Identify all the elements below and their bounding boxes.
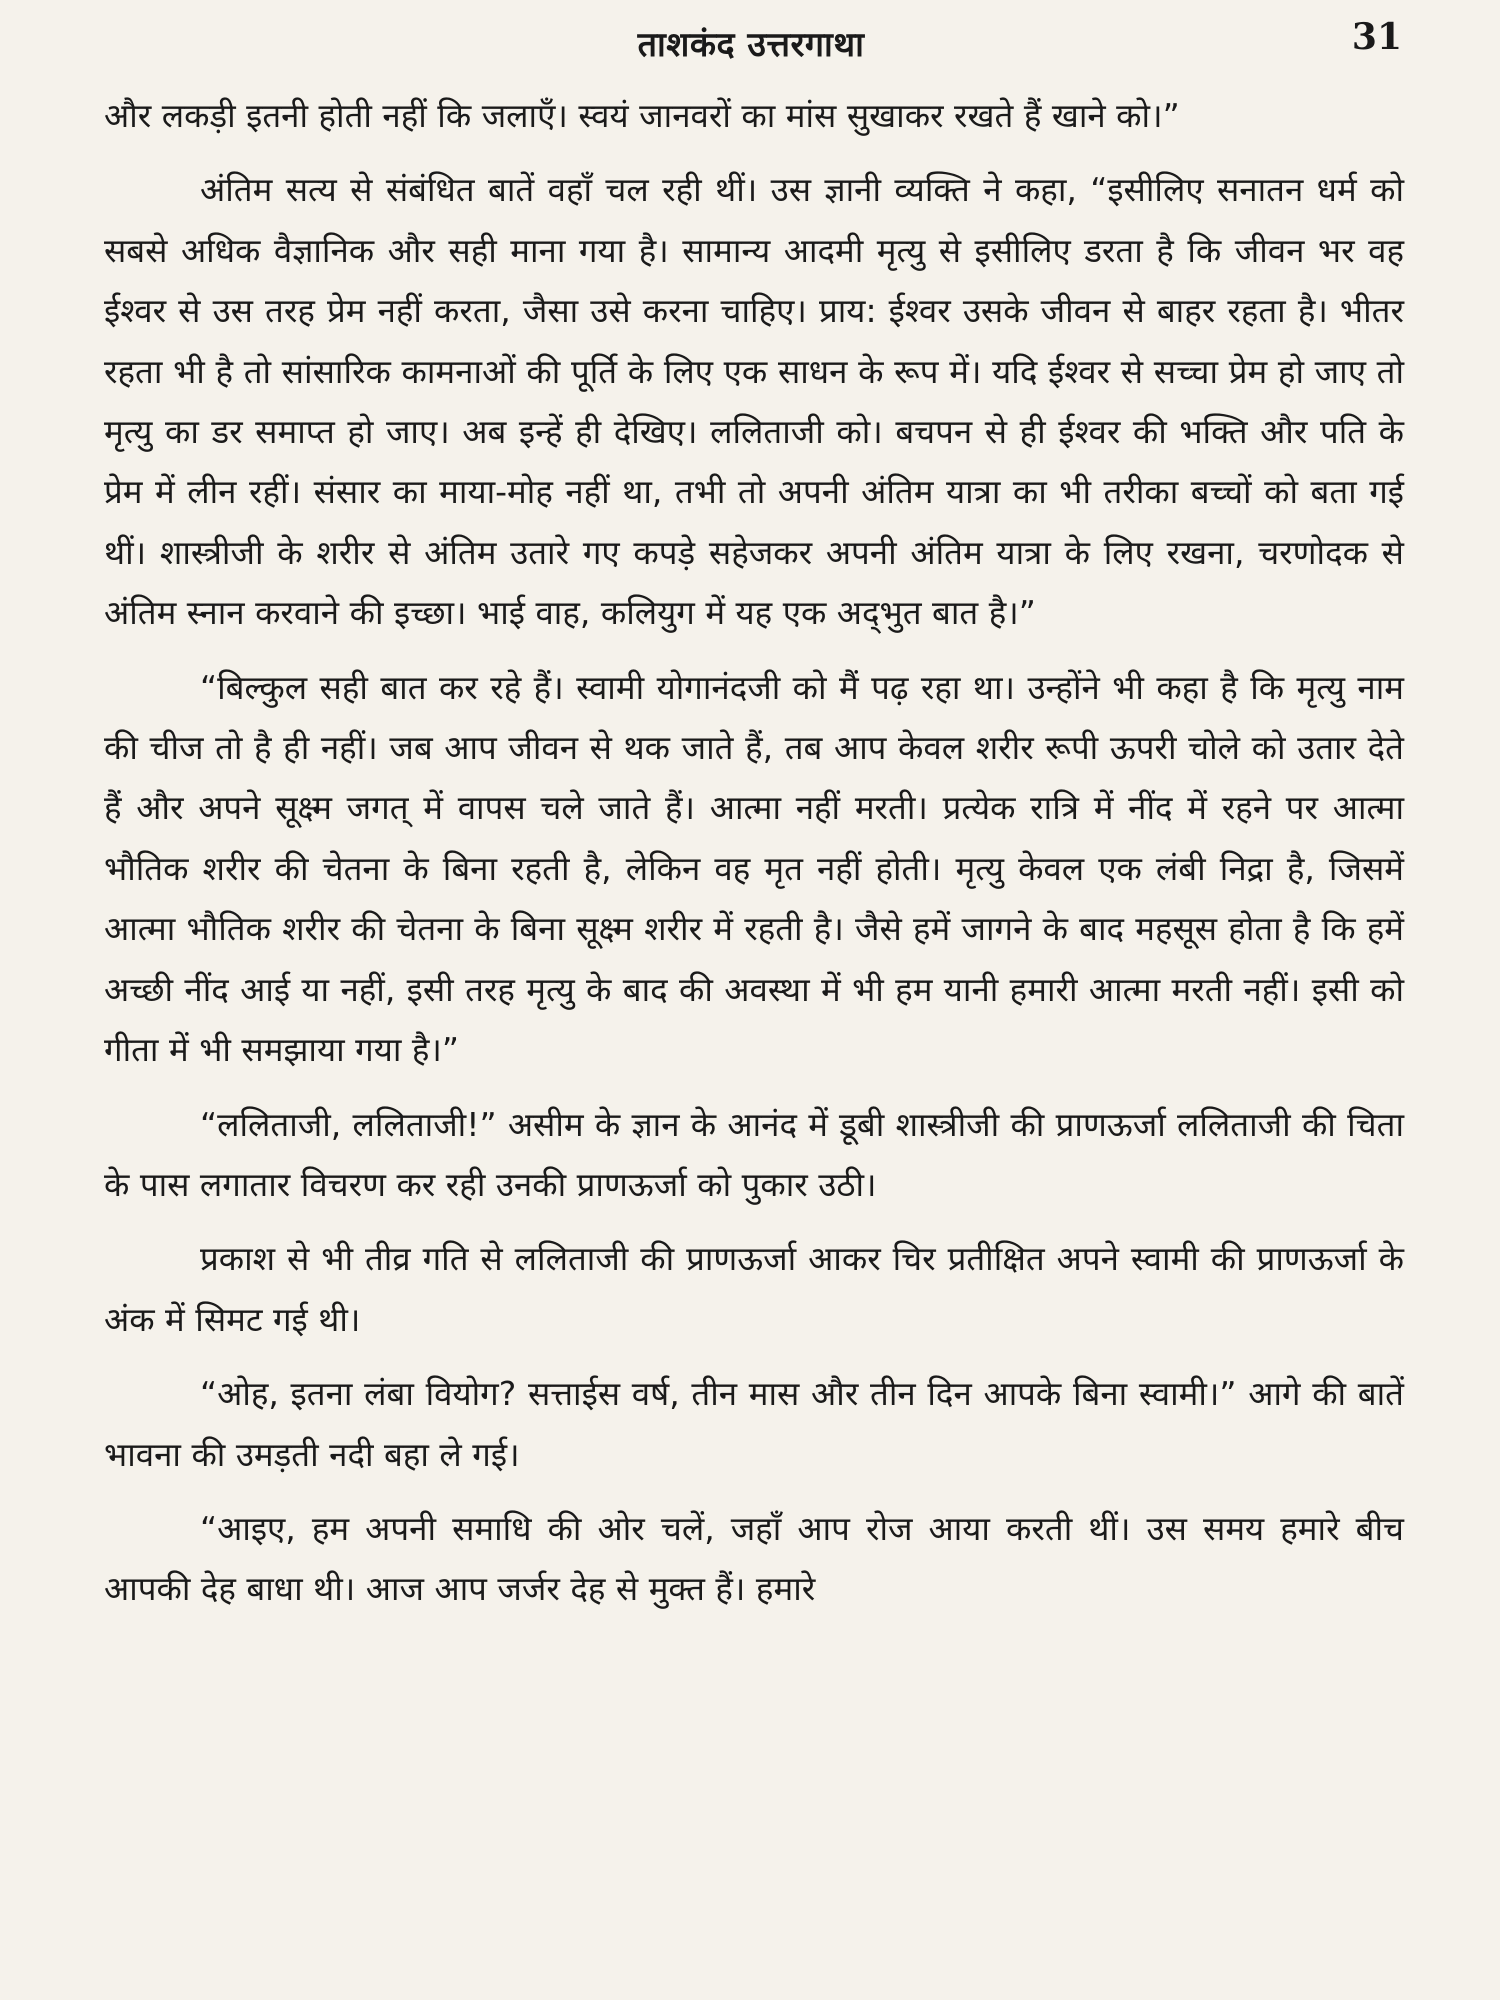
body-text <box>104 86 1404 1634</box>
paragraph-4: “ललिताजी, ललिताजी!” असीम के ज्ञान के आनंद में डूबी शास्त्रीजी की प्राणऊर्जा ललिताजी की चिता के पास लगातार विचरण कर रही उनकी प्राणऊर्जा को पुकार उठी। <box>104 1104 1404 1204</box>
paragraph-3: “बिल्कुल सही बात कर रहे हैं। स्वामी योगानंदजी को मैं पढ़ रहा था। उन्होंने भी कहा है कि मृत्यु नाम की चीज तो है ही नहीं। जब आप जीवन से थक जाते हैं, तब आप केवल शरीर रूपी ऊपरी चोले को उतार देते हैं और अपने सूक्ष्म जगत्‌ में वापस चले जाते हैं। आत्मा नहीं मरती। प्रत्येक रात्रि में नींद में रहने पर आत्मा भौतिक शरीर की चेतना के बिना रहती है, लेकिन वह मृत नहीं होती। मृत्यु केवल एक लंबी निद्रा है, जिसमें आत्मा भौतिक शरीर की चेतना के बिना सूक्ष्म शरीर में रहती है। जैसे हमें जागने के बाद महसूस होता है कि हमें अच्छी नींद आई या नहीं, इसी तरह मृत्यु के बाद की अवस्था में भी हम यानी हमारी आत्मा मरती नहीं। इसी को गीता में भी समझाया गया है।” <box>104 667 1404 1070</box>
paragraph-5: प्रकाश से भी तीव्र गति से ललिताजी की प्राणऊर्जा आकर चिर प्रतीक्षित अपने स्वामी की प्राणऊर्जा के अंक में सिमट गई थी। <box>104 1239 1404 1339</box>
paragraph-7: “आइए, हम अपनी समाधि की ओर चलें, जहाँ आप रोज आया करती थीं। उस समय हमारे बीच आपकी देह बाधा थी। आज आप जर्जर देह से मुक्त हैं। हमारे <box>104 1508 1404 1609</box>
paragraph-6: “ओह, इतना लंबा वियोग? सत्ताईस वर्ष, तीन मास और तीन दिन आपके बिना स्वामी।” आगे की बातें भावना की उमड़ती नदी बहा ले गई। <box>104 1374 1404 1474</box>
paragraph-2: अंतिम सत्य से संबंधित बातें वहाँ चल रही थीं। उस ज्ञानी व्यक्ति ने कहा, “इसीलिए सनातन धर्म को सबसे अधिक वैज्ञानिक और सही माना गया है। सामान्य आदमी मृत्यु से इसीलिए डरता है कि जीवन भर वह ईश्वर से उस तरह प्रेम नहीं करता, जैसा उसे करना चाहिए। प्राय: ईश्वर उसके जीवन से बाहर रहता है। भीतर रहता भी है तो सांसारिक कामनाओं की पूर्ति के लिए एक साधन के रूप में। यदि ईश्वर से सच्चा प्रेम हो जाए तो मृत्यु का डर समाप्त हो जाए। अब इन्हें ही देखिए। ललिताजी को। बचपन से ही ईश्वर की भक्ति और पति के प्रेम में लीन रहीं। संसार का माया-मोह नहीं था, तभी तो अपनी अंतिम यात्रा का भी तरीका बच्चों को बता गई थीं। शास्त्रीजी के शरीर से अंतिम उतारे गए कपड़े सहेजकर अपनी अंतिम यात्रा के लिए रखना, चरणोदक से अंतिम स्नान करवाने की इच्छा। भाई वाह, कलियुग में यह एक अद्‌भुत बात है।” <box>104 170 1404 633</box>
page-number: 31 <box>1351 16 1402 58</box>
page-header <box>100 16 1402 72</box>
running-title: ताशकंद उत्तरगाथा <box>637 25 865 65</box>
paragraph-1: और लकड़ी इतनी होती नहीं कि जलाएँ। स्वयं जानवरों का मांस सुखाकर रखते हैं खाने को।” <box>104 96 1180 135</box>
